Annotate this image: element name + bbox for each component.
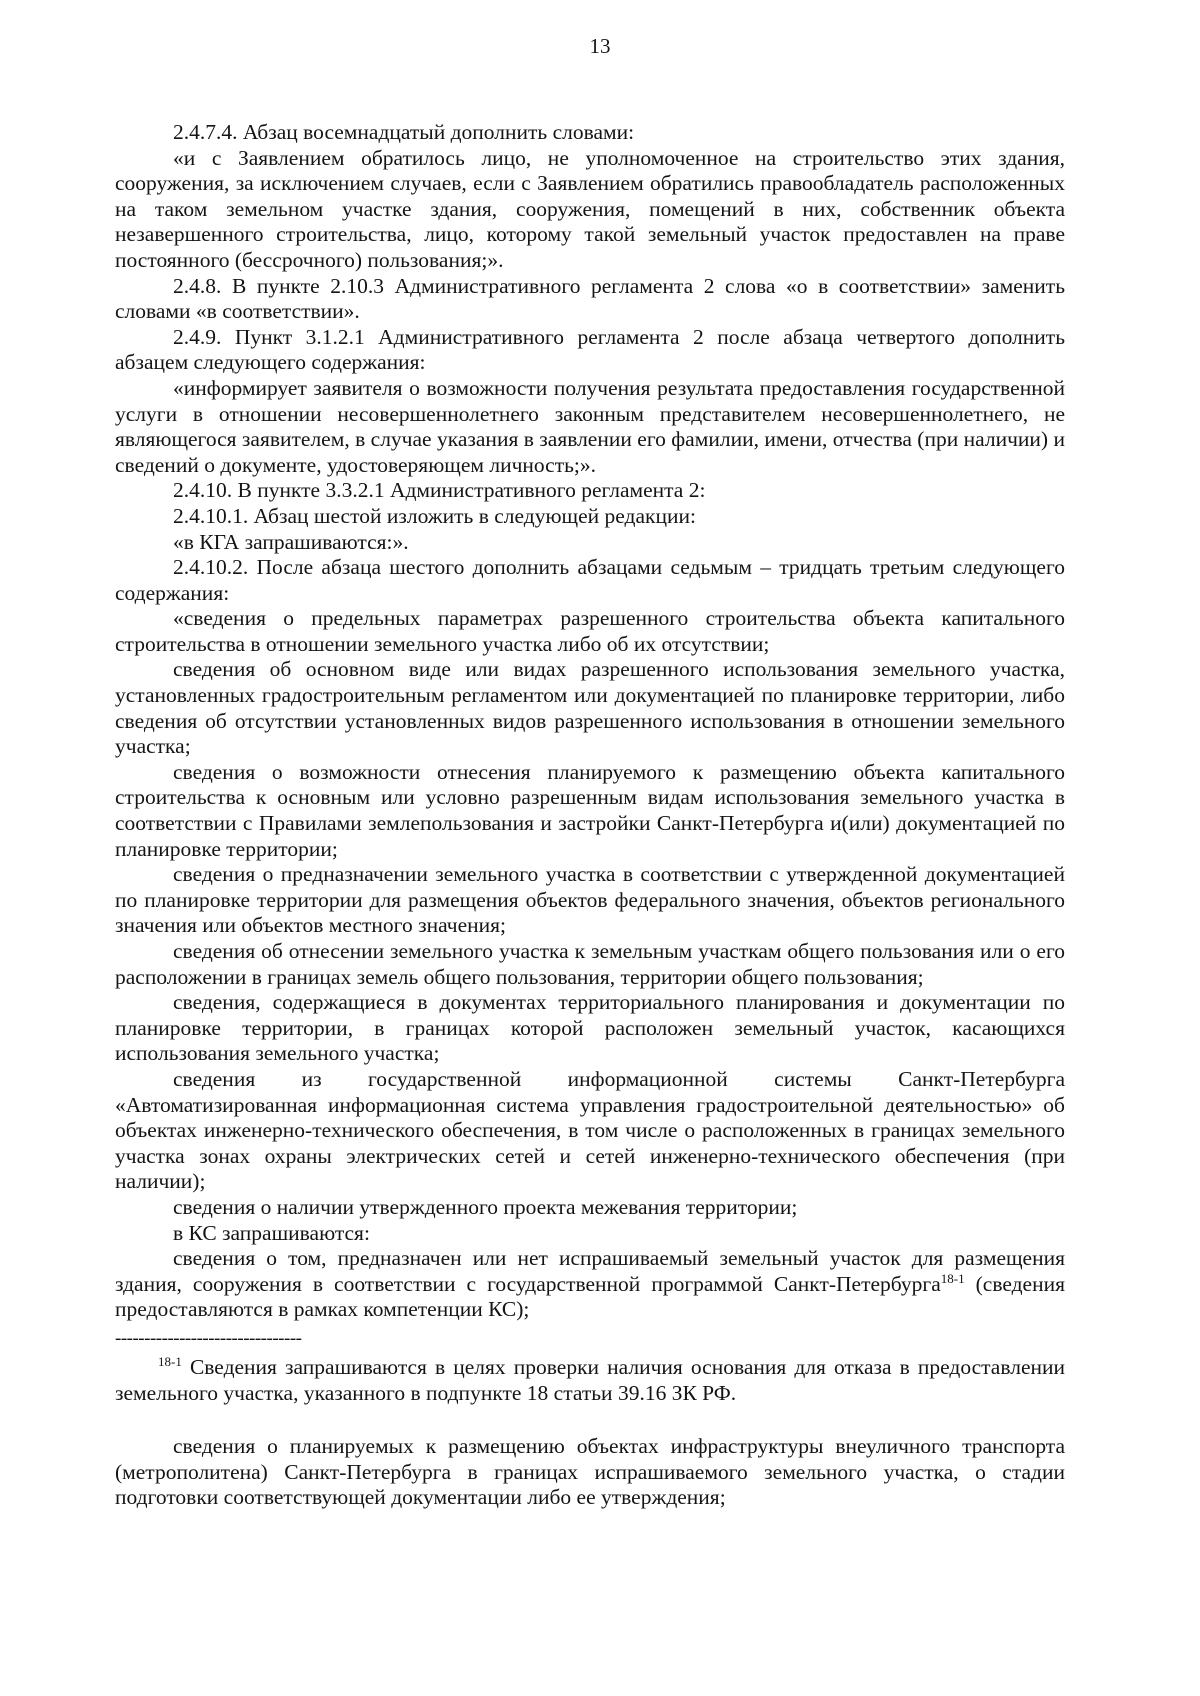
paragraph: сведения из государственной информационной системы Санкт-Петербурга «Автоматизированная информационная система управления градостроительной деятельностью» об объектах инженерно-технического обеспечения, в том числе о расположенных в границах земельного участка зонах охраны электрических сетей и сетей инженерно-технического обеспечения (при наличии); [115,1066,1065,1194]
footnote [115,1355,1065,1406]
paragraph: «в КГА запрашиваются:». [173,529,409,554]
paragraph: «информирует заявителя о возможности получения результата предоставления государственной услуги в отношении несовершеннолетнего законным представителем несовершеннолетнего, не являющегося заявителем, в случае указания в заявлении его фамилии, имени, отчества (при наличии) и сведений о документе, удостоверяющем личность;». [115,375,1065,477]
spacer [115,1406,1065,1434]
ks-paragraph-text: сведения о том, предназначен или нет испрашиваемый земельный участок для размещения здания, сооружения в соответствии с государственной программой Санкт-Петербурга [115,1246,1065,1296]
paragraph: сведения о наличии утвержденного проекта межевания территории; [173,1194,798,1219]
paragraph: 2.4.8. В пункте 2.10.3 Административного регламента 2 слова «о в соответствии» заменить словами «в соответствии». [115,273,1065,324]
paragraph: сведения о возможности отнесения планируемого к размещению объекта капитального строительства к основным или условно разрешенным видам использования земельного участка в соответствии с Правилами землепользования и застройки Санкт-Петербурга и(или) документацией по планировке территории; [115,759,1065,861]
ks-paragraph [115,1246,1065,1323]
footnote-reference: 18-1 [940,1270,965,1286]
paragraph: 2.4.9. Пункт 3.1.2.1 Административного регламента 2 после абзаца четвертого дополнить абзацем следующего содержания: [115,324,1065,375]
ks-paragraph-tail: (сведения предоставляются в рамках компетенции КС); [115,1271,1065,1322]
page-number: 13 [589,34,611,58]
paragraph: 2.4.10. В пункте 3.3.2.1 Административного регламента 2: [173,478,706,503]
paragraph: 2.4.10.1. Абзац шестой изложить в следующей редакции: [173,503,696,528]
footnote-separator: -------------------------------- [115,1327,302,1349]
paragraph: сведения об основном виде или видах разрешенного использования земельного участка, установленных градостроительным регламентом или документацией по планировке территории, либо сведения об отсутствии установленных видов разрешенного использования в отношении земельного участка; [115,657,1065,759]
paragraph: «и с Заявлением обратилось лицо, не уполномоченное на строительство этих здания, сооружения, за исключением случаев, если с Заявлением обратились правообладатель расположенных на таком земельном участке здания, сооружения, помещений в них, собственник объекта незавершенного строительства, лицо, которому такой земельный участок предоставлен на праве постоянного (бессрочного) пользования;». [115,145,1065,272]
paragraph: 2.4.10.2. После абзаца шестого дополнить абзацами седьмым – тридцать третьим следующего содержания: [115,555,1065,605]
paragraph: сведения о планируемых к размещению объектах инфраструктуры внеуличного транспорта (метрополитена) Санкт-Петербурга в границах испрашиваемого земельного участка, о стадии подготовки соответствующей документации либо ее утверждения; [115,1434,1065,1510]
footnote-text: Сведения запрашиваются в целях проверки наличия основания для отказа в предоставлении земельного участка, указанного в подпункте 18 статьи 39.16 ЗК РФ. [115,1354,1066,1405]
footnote-mark: 18-1 [158,1353,182,1369]
paragraph: «сведения о предельных параметрах разрешенного строительства объекта капитального строительства в отношении земельного участка либо об их отсутствии; [115,606,1065,656]
paragraph: в КС запрашиваются: [173,1220,370,1245]
paragraph: сведения, содержащиеся в документах территориального планирования и документации по планировке территории, в границах которой расположен земельный участок, касающихся использования земельного участка; [115,990,1065,1066]
document-body [115,120,1065,1511]
paragraph: сведения о предназначении земельного участка в соответствии с утвержденной документацией по планировке территории для размещения объектов федерального значения, объектов регионального значения или объектов местного значения; [115,862,1065,938]
paragraph: сведения об отнесении земельного участка к земельным участкам общего пользования или о его расположении в границах земель общего пользования, территории общего пользования; [115,939,1065,989]
paragraph: 2.4.7.4. Абзац восемнадцатый дополнить словами: [173,120,635,144]
